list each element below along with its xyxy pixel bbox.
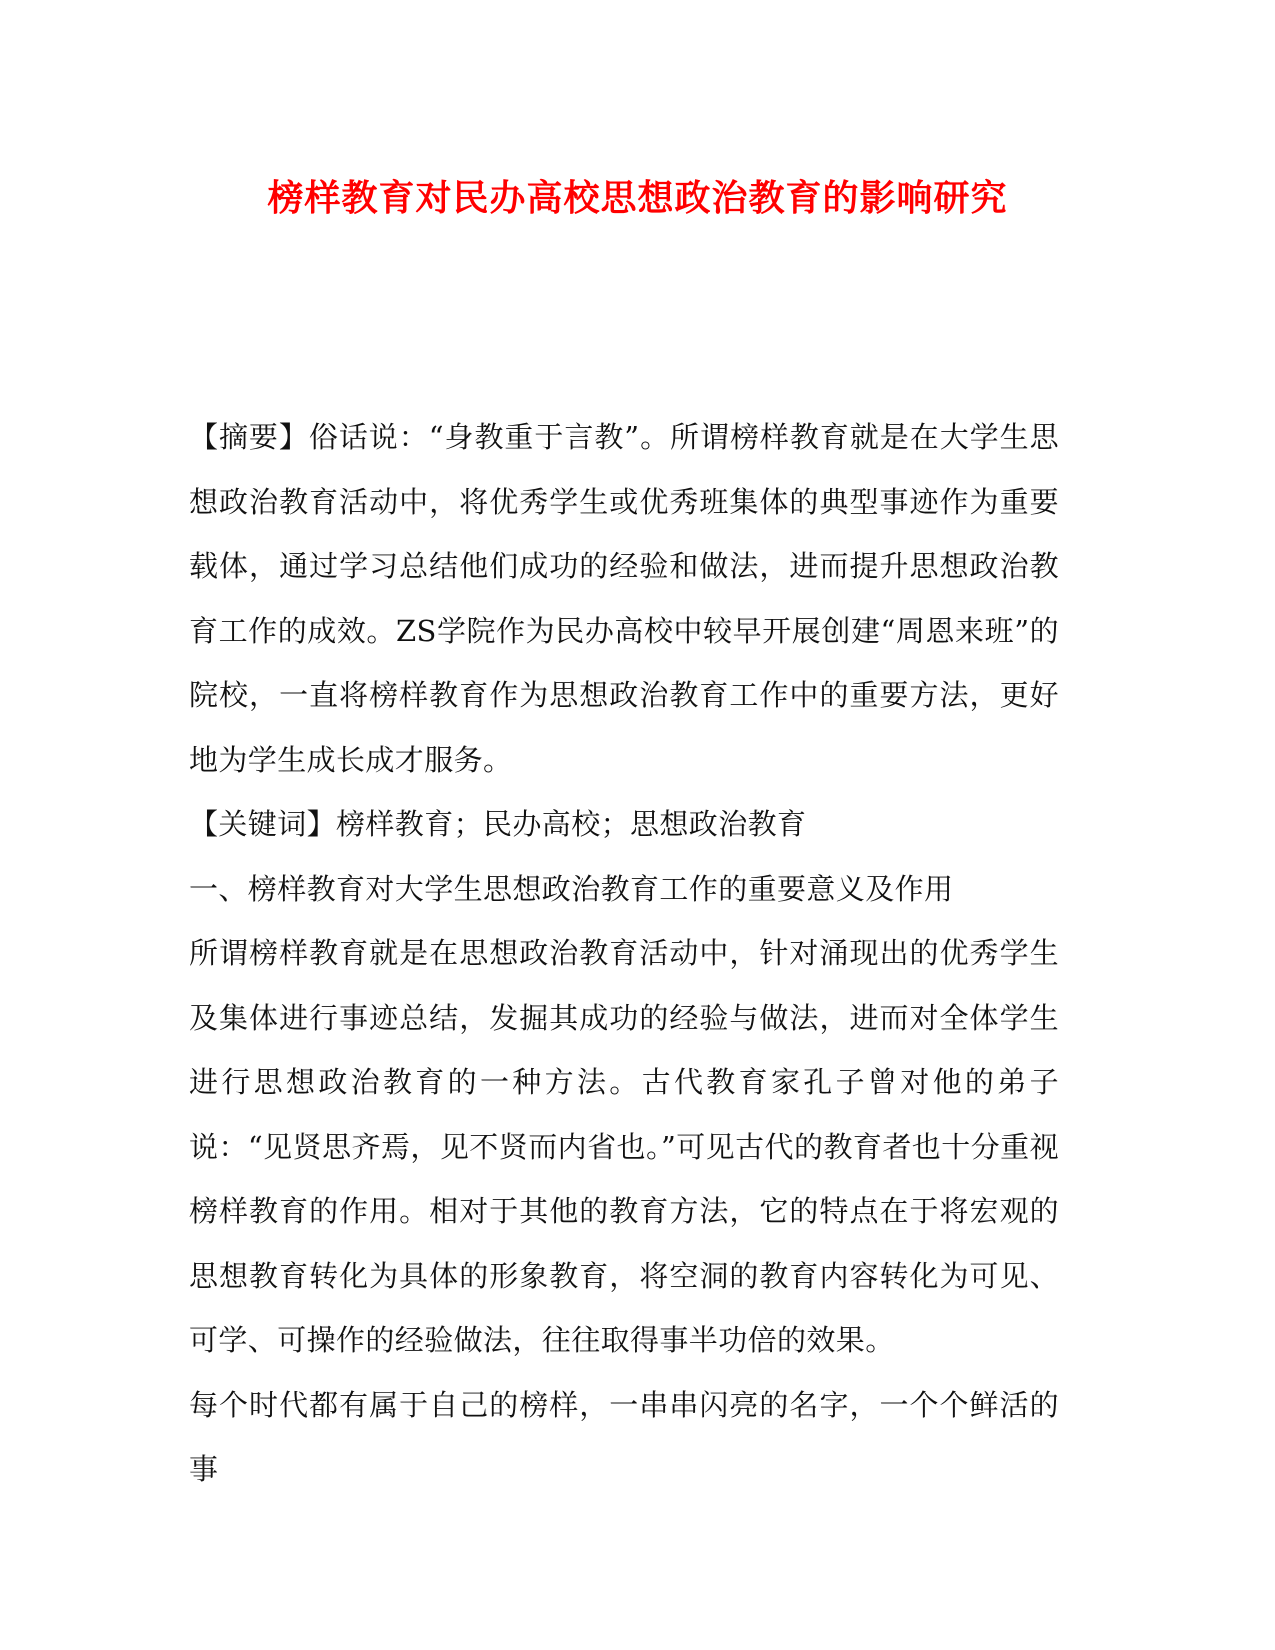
body-paragraph: 每个时代都有属于自己的榜样，一串串闪亮的名字，一个个鲜活的事: [189, 1387, 1059, 1486]
body-paragraph: 所谓榜样教育就是在思想政治教育活动中，针对涌现出的优秀学生及集体进行事迹总结，发掘其成功的经验与做法，进而对全体学生进行思想政治教育的一种方法。古代教育家孔子曾对他的弟子说：“见贤思齐焉，见不贤而内省也。”可见古代的教育者也十分重视榜样教育的作用。相对于其他的教育方法，它的特点在于将宏观的思想教育转化为具体的形象教育，将空洞的教育内容转化为可见、可学、可操作的经验做法，往往取得事半功倍的效果。: [189, 936, 1059, 1357]
document-body: [189, 405, 1059, 1502]
document-title: 榜样教育对民办高校思想政治教育的影响研究: [267, 177, 1008, 219]
keywords-paragraph: 【关键词】榜样教育；民办高校；思想政治教育: [189, 807, 807, 841]
abstract-paragraph: 【摘要】俗话说：“身教重于言教”。所谓榜样教育就是在大学生思想政治教育活动中，将优秀学生或优秀班集体的典型事迹作为重要载体，通过学习总结他们成功的经验和做法，进而提升思想政治教育工作的成效。ZS学院作为民办高校中较早开展创建“周恩来班”的院校，一直将榜样教育作为思想政治教育工作中的重要方法，更好地为学生成长成才服务。: [189, 420, 1059, 777]
section-heading: 一、榜样教育对大学生思想政治教育工作的重要意义及作用: [189, 871, 954, 906]
